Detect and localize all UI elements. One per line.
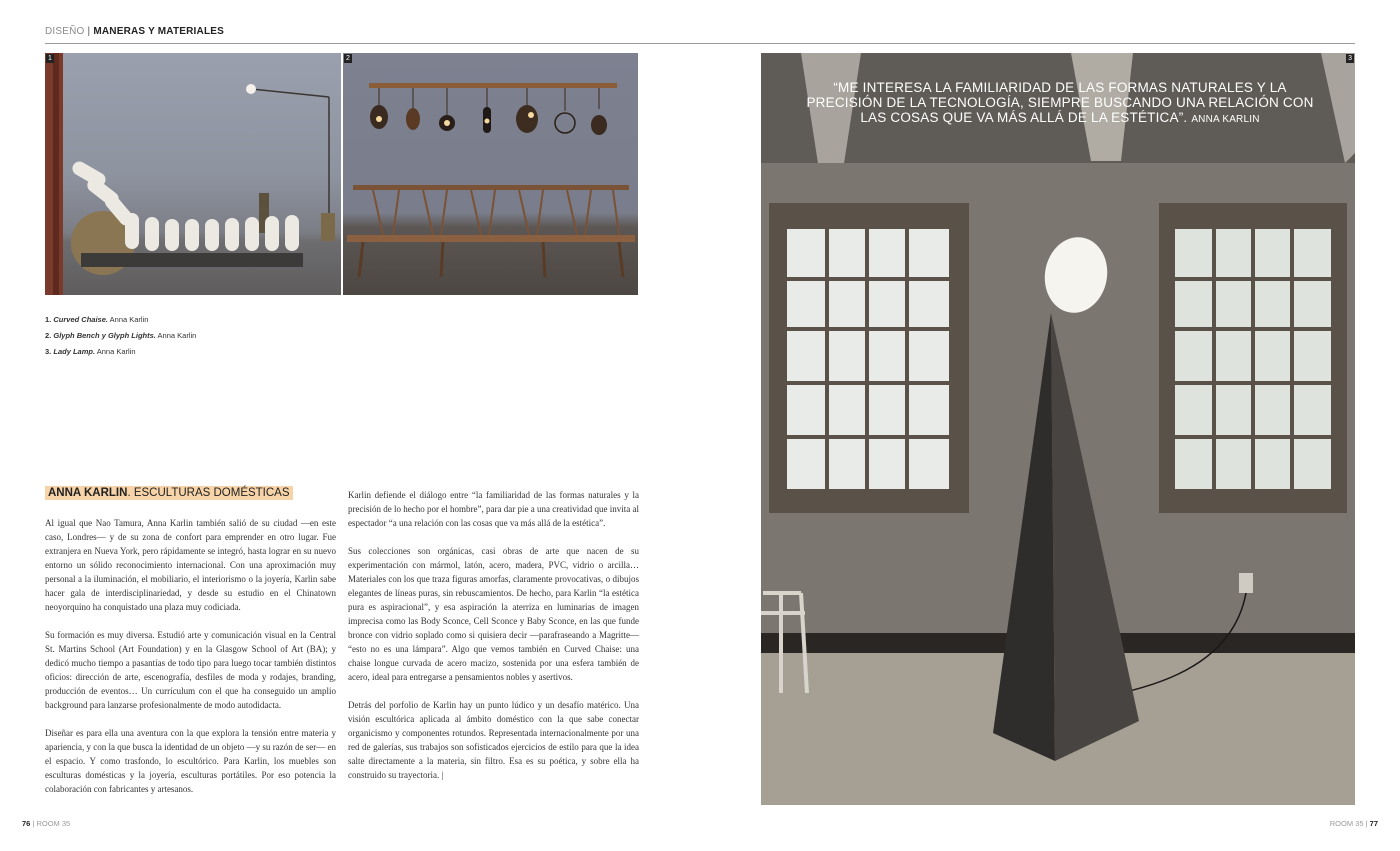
lady-lamp-illustration: [761, 53, 1355, 805]
paragraph: Sus colecciones son orgánicas, casi obras de arte que nacen de su experimentación con mármol, latón, acero, madera, PVC, vidrio o arcilla… Materiales con los que traza figuras amorfas, claramente provocativas, o dibujos elegantes de líneas puras, sin rebuscamientos. De hecho, para Karlin “la estética pura es aspiracional”, y esa aspiración la aterriza en luminarias de imagen imprecisa como las Body Sconce, Cell Sconce y Baby Sconce, en las que funde bronce con vidrio soplado como si quisiera decir —parafraseando a Magritte— “esto no es una lámpara”. Algo que vemos también en Curved Chaise: una chaise longue curvada de acero macizo, sostenida por una esfera también de acero, ideal para entregarse a pensamientos nobles y asertivos.: [348, 546, 639, 682]
header-separator: |: [87, 26, 91, 37]
quote-text: “ME INTERESA LA FAMILIARIDAD DE LAS FORMAS NATURALES Y LA PRECISIÓN DE LA TECNOLOGÍA, SIEMPRE BUSCANDO UNA RELACIÓN CON LAS COSAS QUE VA MÁS ALLÁ DE LA ESTÉTICA”.: [806, 80, 1314, 125]
photo-glyph-bench: [343, 53, 638, 295]
caption-item: [45, 344, 345, 360]
section-label: DISEÑO: [45, 26, 85, 37]
caption-number: 1.: [45, 315, 52, 324]
section-header: [45, 26, 655, 37]
page-number: 76: [22, 819, 31, 828]
photo-curved-chaise: [45, 53, 341, 295]
caption-author: Anna Karlin: [157, 331, 197, 340]
headline-rest: . ESCULTURAS DOMÉSTICAS: [127, 487, 290, 499]
footer-separator: |: [1363, 819, 1370, 828]
caption-number: 2.: [45, 331, 52, 340]
caption-title: Lady Lamp.: [53, 347, 96, 356]
caption-title: Curved Chaise.: [53, 315, 108, 324]
paragraph: Karlin defiende el diálogo entre “la familiaridad de las formas naturales y la precisión de lo hecho por el hombre”, para dar pie a una creatividad que invita al espectador “a una relación con las cosas que va más allá de la estética”.: [348, 490, 639, 528]
photo-number: 2: [346, 55, 350, 62]
caption-author: Anna Karlin: [96, 347, 136, 356]
caption-title: Glyph Bench y Glyph Lights.: [53, 331, 156, 340]
paragraph: Al igual que Nao Tamura, Anna Karlin también salió de su ciudad —en este caso, Londres— y de su zona de confort para emprender en otro lugar. Fue extranjera en Nueva York, pero rápidamente se integró, hasta lograr en su nuevo entorno un sólido reconocimiento internacional. Con una aproximación muy personal a la iluminación, el mobiliario, el interiorismo o la joyería, Karlin sabe hacer gala de interdisciplinariedad, y desde su estudio en el Chinatown neoyorquino ha conquistado una plaza muy codiciada.: [45, 518, 336, 612]
caption-author: Anna Karlin: [109, 315, 149, 324]
article-column-2: [348, 488, 639, 796]
photo-lady-lamp: [761, 53, 1355, 805]
subsection-label: MANERAS Y MATERIALES: [93, 26, 225, 37]
footer-left: [22, 819, 70, 828]
magazine-name: ROOM 35: [1329, 819, 1364, 828]
quote-author: ANNA KARLIN: [1191, 114, 1260, 125]
paragraph: Su formación es muy diversa. Estudió arte y comunicación visual en la Central St. Martins School (Art Foundation) y en la Glasgow School of Art (BA); y dedicó mucho tiempo a pasantías de todo tipo para luego tocar también distintos oficios: dirección de arte, escenografía, desfiles de moda y rodajes, branding, producción de eventos… Un currículum con el que ha conseguido un amplio background para lanzarse profesionalmente de modo autodidacta.: [45, 630, 336, 710]
photo-number: 3: [1348, 55, 1352, 62]
header-rule: [45, 43, 1355, 44]
headline-name: ANNA KARLIN: [48, 487, 128, 499]
paragraph: Diseñar es para ella una aventura con la que explora la tensión entre materia y apariencia, y con la que busca la identidad de un objeto —y su razón de ser— en el espacio. Y como trasfondo, lo escultórico. Para Karlin, los muebles son esculturas domésticas y la joyería, esculturas portátiles. Por eso potencia la colaboración con fabricantes y artesanos.: [45, 728, 336, 794]
footer-right: [1330, 819, 1378, 828]
glyph-bench-illustration: [343, 53, 638, 295]
caption-item: [45, 312, 345, 328]
page-number: 77: [1369, 819, 1378, 828]
photo-captions: [45, 312, 345, 360]
caption-number: 3.: [45, 347, 52, 356]
photo-number: 1: [48, 55, 52, 62]
caption-item: [45, 328, 345, 344]
pull-quote: [800, 80, 1320, 127]
paragraph: Detrás del porfolio de Karlin hay un punto lúdico y un desafío matérico. Una visión escultórica aplicada al ámbito doméstico con la que sabe conectar organicismo y componentes rotundos. Representada internacionalmente por una red de galerías, sus trabajos son sofisticados ejercicios de estilo para que la idea salte directamente a la materia, sin filtro. Esa es su poética, y sobre ella ha construido su trayectoria. |: [348, 700, 639, 780]
curved-chaise-illustration: [45, 53, 341, 295]
article-column-1: [45, 516, 336, 810]
article-headline: [45, 486, 293, 500]
footer-separator: |: [30, 819, 37, 828]
magazine-name: ROOM 35: [36, 819, 71, 828]
